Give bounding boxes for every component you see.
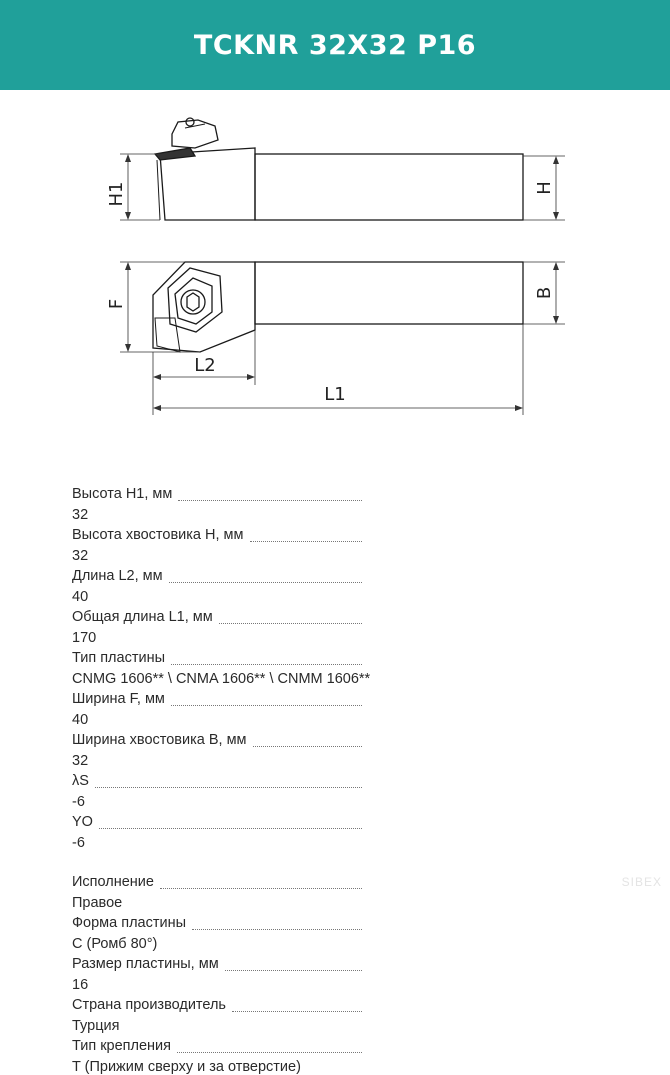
spec-value: 32 (72, 753, 89, 769)
dot-leader (232, 1010, 362, 1012)
spec-value: -6 (72, 835, 85, 851)
dot-leader (160, 887, 362, 889)
dot-leader (253, 745, 362, 747)
spec-row (72, 870, 652, 911)
spec-row (72, 993, 652, 1034)
dot-leader (219, 622, 362, 624)
spec-value: 16 (72, 977, 89, 993)
watermark: SIBEX (621, 875, 662, 889)
spec-row (72, 911, 652, 952)
spec-label: Длина L2, мм (72, 568, 163, 584)
spec-value: Правое (72, 895, 123, 911)
spec-value: 40 (72, 712, 89, 728)
spec-label: Форма пластины (72, 915, 187, 931)
spec-label: Страна производитель (72, 997, 226, 1013)
dot-leader (95, 786, 362, 788)
spec-value: 32 (72, 548, 89, 564)
technical-drawing (0, 90, 670, 450)
dot-leader (169, 581, 362, 583)
dot-leader (178, 499, 362, 501)
spec-row (72, 646, 652, 687)
dot-leader (99, 827, 362, 829)
spec-label: Высота хвостовика H, мм (72, 527, 244, 543)
spec-label: Тип пластины (72, 650, 165, 666)
side-view (155, 118, 523, 220)
spec-value: C (Ромб 80°) (72, 936, 158, 952)
spec-value: Турция (72, 1018, 120, 1034)
spec-value: 40 (72, 589, 89, 605)
dot-leader (171, 704, 362, 706)
spec-label: Ширина F, мм (72, 691, 165, 707)
spec-row (72, 687, 652, 728)
spec-row (72, 605, 652, 646)
spec-value: CNMG 1606** \ CNMA 1606** \ CNMM 1606** (72, 671, 371, 687)
tool-drawing (0, 90, 670, 450)
dot-leader (250, 540, 362, 542)
spec-label: Ширина хвостовика B, мм (72, 732, 247, 748)
top-view (153, 262, 523, 352)
dot-leader (192, 928, 362, 930)
spec-row (72, 769, 652, 810)
spec-row (72, 952, 652, 993)
spec-label: λS (72, 773, 89, 789)
spec-label: Исполнение (72, 874, 154, 890)
spec-list (72, 482, 652, 1075)
dot-leader (225, 969, 362, 971)
spec-group-properties (72, 870, 652, 1075)
spec-row (72, 728, 652, 769)
product-title: TCKNR 32X32 P16 (193, 29, 477, 61)
spec-label: YO (72, 814, 93, 830)
b-label: B (534, 286, 555, 300)
h-label: H (534, 181, 555, 195)
title-banner (0, 0, 670, 90)
spec-row (72, 1034, 652, 1075)
spec-value: 32 (72, 507, 89, 523)
dot-leader (171, 663, 362, 665)
spec-row (72, 482, 652, 523)
l1-label: L1 (324, 384, 346, 405)
spec-row (72, 523, 652, 564)
spec-value: 170 (72, 630, 97, 646)
spec-label: Высота H1, мм (72, 486, 173, 502)
f-label: F (106, 298, 127, 310)
dot-leader (177, 1051, 362, 1053)
spec-label: Общая длина L1, мм (72, 609, 213, 625)
h1-label: H1 (106, 181, 127, 207)
spec-label: Размер пластины, мм (72, 956, 219, 972)
spec-value: -6 (72, 794, 85, 810)
l2-label: L2 (194, 355, 216, 376)
spec-group-dimensions (72, 482, 652, 851)
spec-row (72, 810, 652, 851)
spec-row (72, 564, 652, 605)
spec-label: Тип крепления (72, 1038, 172, 1054)
spec-value: T (Прижим сверху и за отверстие) (72, 1059, 301, 1075)
